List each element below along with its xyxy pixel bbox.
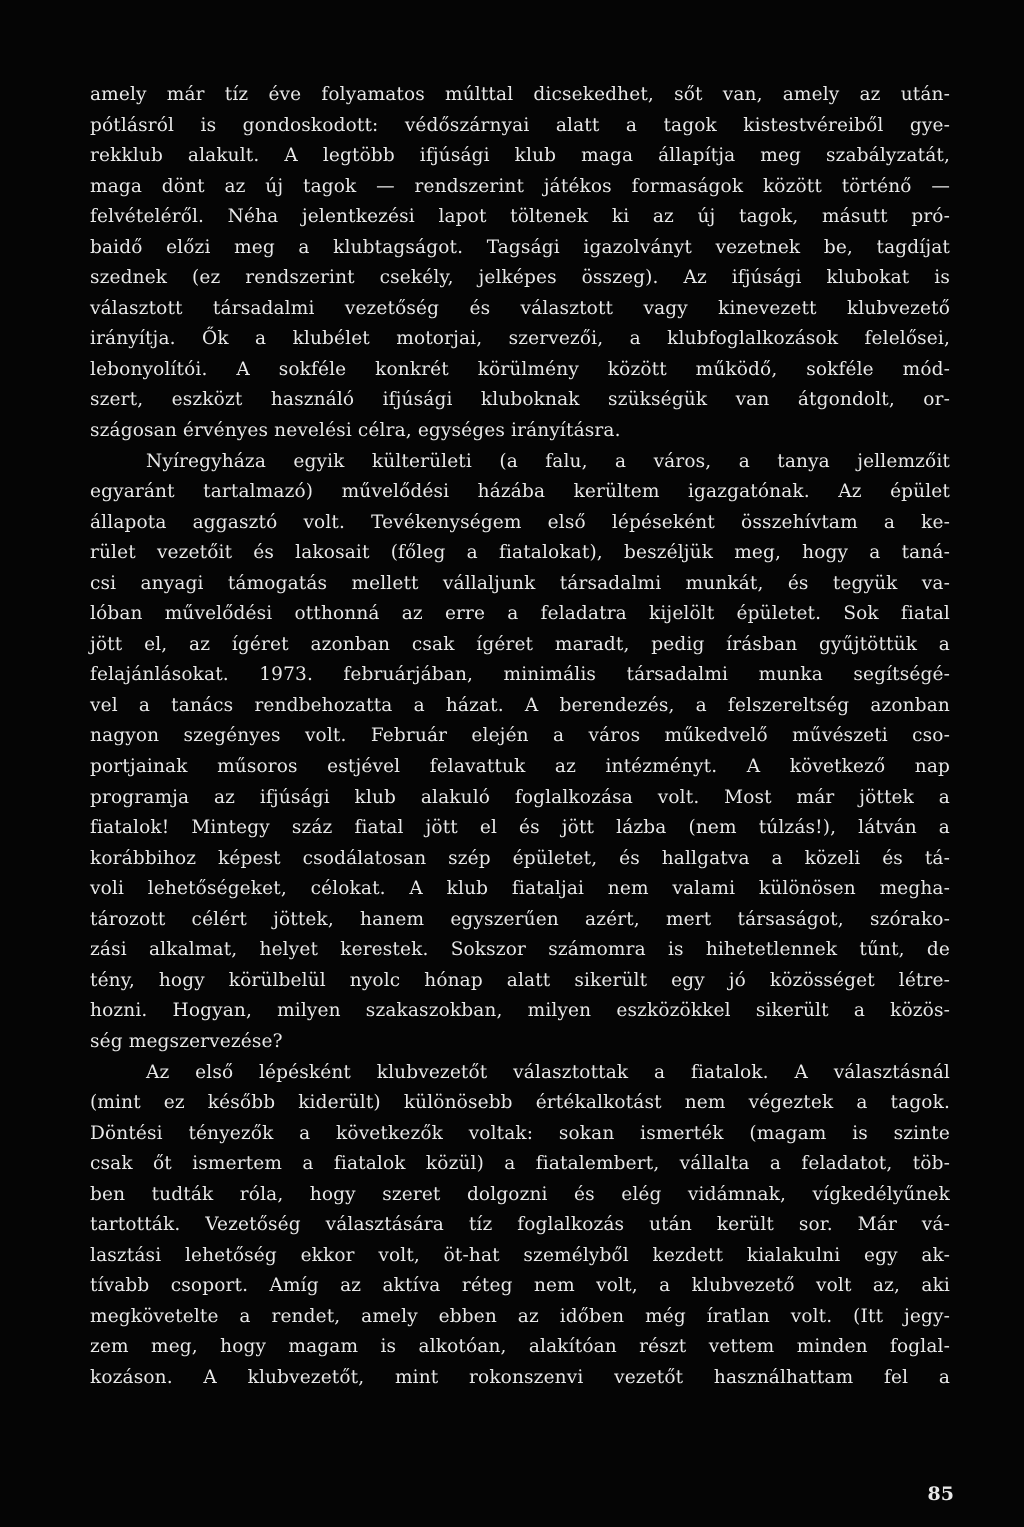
- text-line: korábbihoz képest csodálatosan szép épületet, és hallgatva a közeli és tá-: [90, 847, 950, 869]
- text-line: Az első lépésként klubvezetőt választottak a fiatalok. A választásnál: [146, 1061, 950, 1083]
- text-line: lasztási lehetőség ekkor volt, öt-hat személyből kezdett kialakulni egy ak-: [90, 1244, 950, 1266]
- text-line: jött el, az ígéret azonban csak ígéret maradt, pedig írásban gyűjtöttük a: [90, 633, 950, 655]
- body-text: [90, 80, 950, 1394]
- text-line: tartották. Vezetőség választására tíz foglalkozás után került sor. Már vá-: [90, 1214, 950, 1236]
- text-line: portjainak műsoros estjével felavattuk az intézményt. A következő nap: [90, 756, 950, 778]
- text-line: megkövetelte a rendet, amely ebben az időben még íratlan volt. (Itt jegy-: [90, 1305, 950, 1327]
- text-line: maga dönt az új tagok — rendszerint játékos formaságok között történő —: [90, 175, 950, 197]
- page-number: 85: [927, 1483, 954, 1505]
- text-line: vel a tanács rendbehozatta a házat. A berendezés, a felszereltség azonban: [90, 694, 950, 716]
- text-line: felvételéről. Néha jelentkezési lapot töltenek ki az új tagok, másutt pró-: [90, 206, 950, 228]
- text-line: rület vezetőit és lakosait (főleg a fiatalokat), beszéljük meg, hogy a taná-: [90, 542, 950, 564]
- text-line: zási alkalmat, helyet kerestek. Sokszor számomra is hihetetlennek tűnt, de: [90, 939, 950, 961]
- text-line: lóban művelődési otthonná az erre a feladatra kijelölt épületet. Sok fiatal: [90, 603, 950, 625]
- text-line: kozáson. A klubvezetőt, mint rokonszenvi vezetőt használhattam fel a: [90, 1366, 950, 1388]
- text-line: tény, hogy körülbelül nyolc hónap alatt sikerült egy jó közösséget létre-: [90, 969, 950, 991]
- text-line: (mint ez később kiderült) különösebb értékalkotást nem végeztek a tagok.: [90, 1092, 950, 1114]
- text-line: Nyíregyháza egyik külterületi (a falu, a város, a tanya jellemzőit: [146, 450, 950, 472]
- text-line: baidő előzi meg a klubtagságot. Tagsági igazolványt vezetnek be, tagdíjat: [90, 236, 950, 258]
- text-line: felajánlásokat. 1973. februárjában, minimális társadalmi munka segítségé-: [90, 664, 950, 686]
- text-line: tívabb csoport. Amíg az aktíva réteg nem volt, a klubvezető volt az, aki: [90, 1275, 950, 1297]
- text-line: rekklub alakult. A legtöbb ifjúsági klub maga állapítja meg szabályzatát,: [90, 145, 950, 167]
- text-line: állapota aggasztó volt. Tevékenységem első lépéseként összehívtam a ke-: [90, 511, 950, 533]
- text-line: nagyon szegényes volt. Február elején a város műkedvelő művészeti cso-: [90, 725, 950, 747]
- text-line: csak őt ismertem a fiatalok közül) a fiatalembert, vállalta a feladatot, töb-: [90, 1153, 950, 1175]
- text-line: egyaránt tartalmazó) művelődési házába kerültem igazgatónak. Az épület: [90, 481, 950, 503]
- text-line: zem meg, hogy magam is alkotóan, alakítóan részt vettem minden foglal-: [90, 1336, 950, 1358]
- text-line: programja az ifjúsági klub alakuló foglalkozása volt. Most már jöttek a: [90, 786, 950, 808]
- text-line: lebonyolítói. A sokféle konkrét körülmény között működő, sokféle mód-: [90, 358, 950, 380]
- text-line: szert, eszközt használó ifjúsági kluboknak szükségük van átgondolt, or-: [90, 389, 950, 411]
- text-line: választott társadalmi vezetőség és választott vagy kinevezett klubvezető: [90, 297, 950, 319]
- text-line: hozni. Hogyan, milyen szakaszokban, milyen eszközökkel sikerült a közös-: [90, 1000, 950, 1022]
- text-line: voli lehetőségeket, célokat. A klub fiataljai nem valami különösen megha-: [90, 878, 950, 900]
- text-line: tározott célért jöttek, hanem egyszerűen azért, mert társaságot, szórako-: [90, 908, 950, 930]
- text-line: amely már tíz éve folyamatos múlttal dicsekedhet, sőt van, amely az után-: [90, 84, 950, 105]
- text-line: pótlásról is gondoskodott: védőszárnyai alatt a tagok kistestvéreiből gye-: [90, 114, 950, 136]
- text-line: szágosan érvényes nevelési célra, egységes irányításra.: [90, 420, 621, 442]
- text-line: fiatalok! Mintegy száz fiatal jött el és jött lázba (nem túlzás!), látván a: [90, 817, 950, 839]
- text-line: ség megszervezése?: [90, 1030, 283, 1052]
- text-line: irányítja. Ők a klubélet motorjai, szervezői, a klubfoglalkozások felelősei,: [90, 328, 950, 350]
- text-line: ben tudták róla, hogy szeret dolgozni és elég vidámnak, vígkedélyűnek: [90, 1183, 950, 1205]
- text-line: szednek (ez rendszerint csekély, jelképes összeg). Az ifjúsági klubokat is: [90, 267, 950, 289]
- text-line: csi anyagi támogatás mellett vállaljunk társadalmi munkát, és tegyük va-: [90, 572, 950, 594]
- text-line: Döntési tényezők a következők voltak: sokan ismerték (magam is szinte: [90, 1122, 950, 1144]
